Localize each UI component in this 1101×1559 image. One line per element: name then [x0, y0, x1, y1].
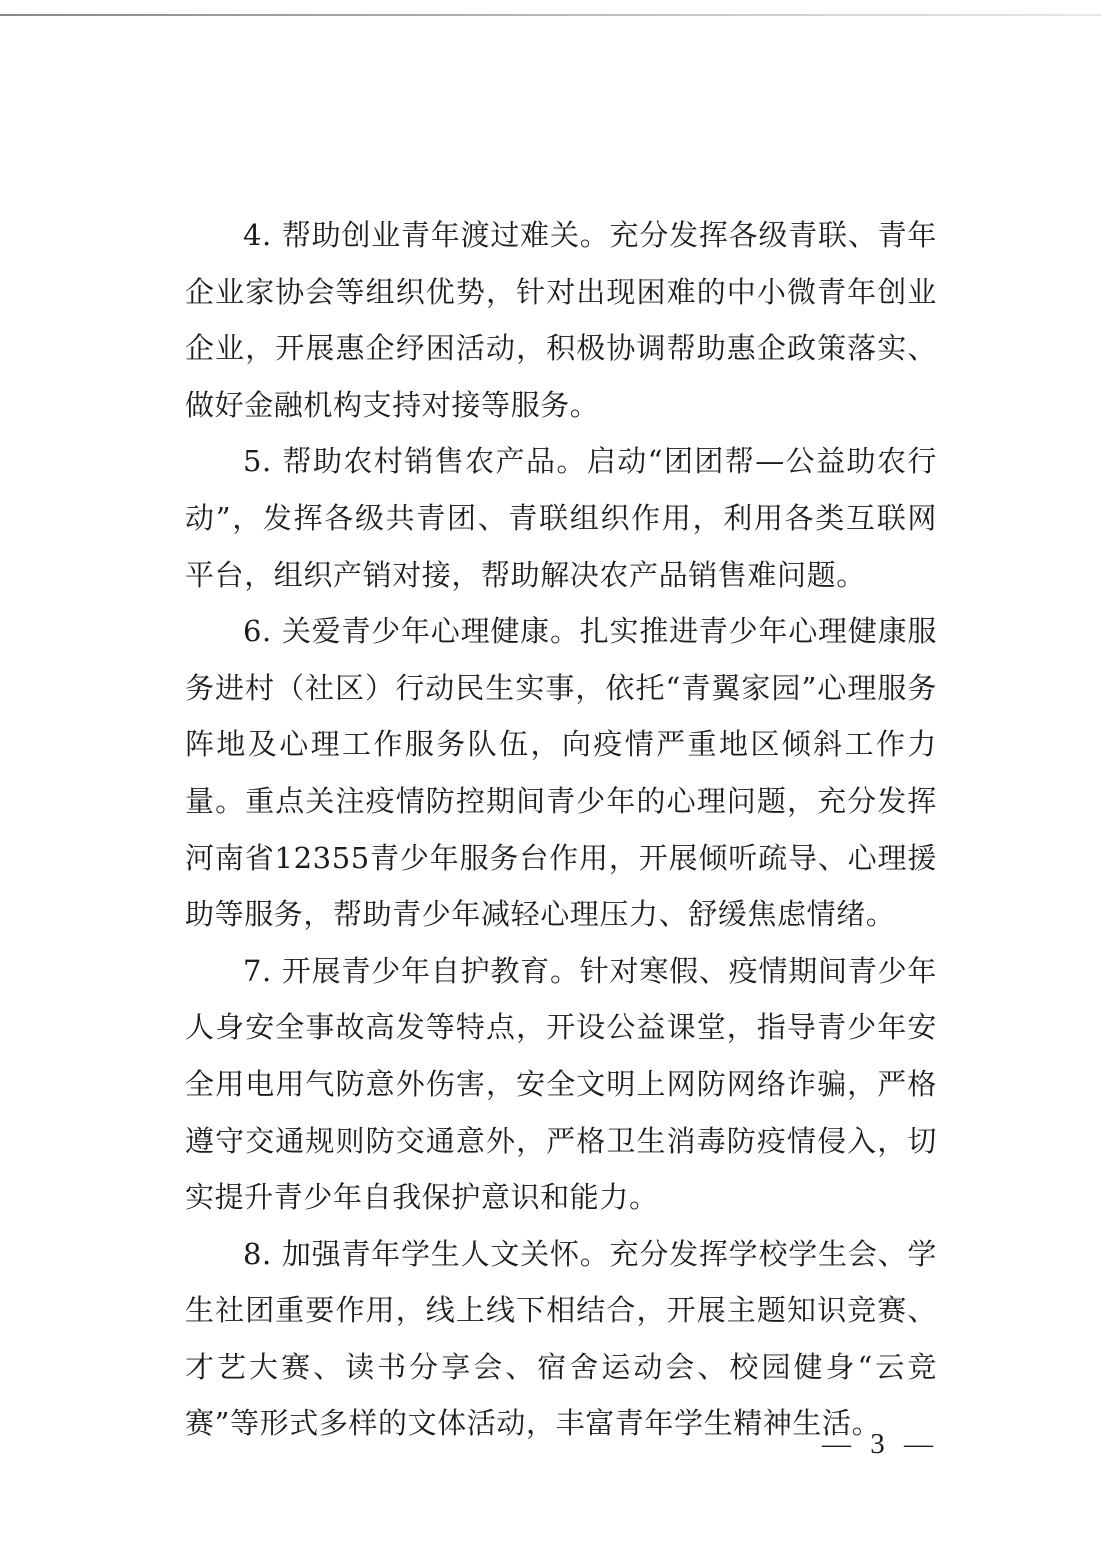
paragraph-item-7: 7. 开展青少年自护教育。针对寒假、疫情期间青少年人身安全事故高发等特点，开设公益课堂，指导青少年安全用电用气防意外伤害，安全文明上网防网络诈骗，严格遵守交通规则防交通意外，严格卫生消毒防疫情侵入，切实提升青少年自我保护意识和能力。: [185, 953, 937, 1215]
document-body: [185, 207, 937, 1452]
scan-edge-line: [0, 14, 1101, 16]
paragraph-item-6: 6. 关爱青少年心理健康。扎实推进青少年心理健康服务进村（社区）行动民生实事，依托“青翼家园”心理服务阵地及心理工作服务队伍，向疫情严重地区倾斜工作力量。重点关注疫情防控期间青少年的心理问题，充分发挥河南省12355青少年服务台作用，开展倾听疏导、心理援助等服务，帮助青少年减轻心理压力、舒缓焦虑情绪。: [185, 614, 937, 932]
paragraph-item-5: 5. 帮助农村销售农产品。启动“团团帮—公益助农行动”，发挥各级共青团、青联组织作用，利用各类互联网平台，组织产销对接，帮助解决农产品销售难问题。: [185, 444, 937, 592]
paragraph-item-4: 4. 帮助创业青年渡过难关。充分发挥各级青联、青年企业家协会等组织优势，针对出现困难的中小微青年创业企业，开展惠企纾困活动，积极协调帮助惠企政策落实、做好金融机构支持对接等服务。: [185, 218, 937, 422]
paragraph-item-8: 8. 加强青年学生人文关怀。充分发挥学校学生会、学生社团重要作用，线上线下相结合，开展主题知识竞赛、才艺大赛、读书分享会、宿舍运动会、校园健身“云竞赛”等形式多样的文体活动，丰富青年学生精神生活。: [185, 1236, 937, 1441]
page-number: — 3 —: [822, 1428, 939, 1460]
